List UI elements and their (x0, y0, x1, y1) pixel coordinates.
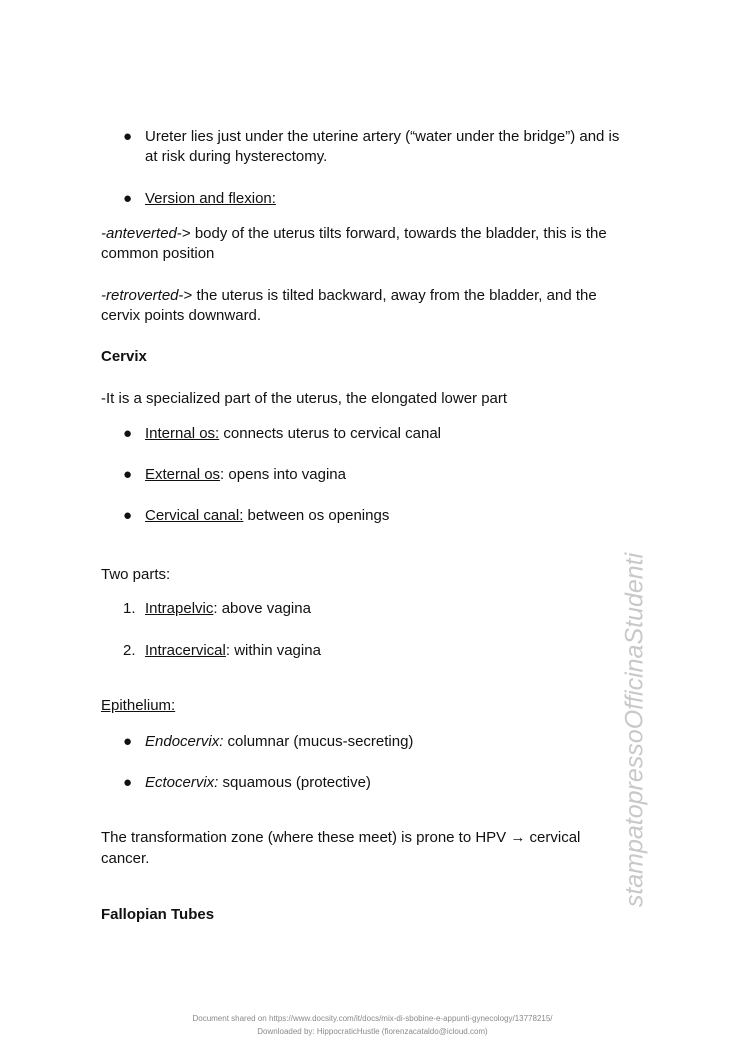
bullet-icon: ● (123, 190, 133, 207)
list-number: 1. (123, 600, 136, 617)
item-term: Ectocervix: (145, 774, 219, 791)
list-item (145, 641, 321, 661)
item-term: Internal os: (145, 425, 220, 442)
bullet-icon: ● (123, 733, 133, 750)
cervix-heading: Cervix (101, 348, 147, 365)
item-term: Intracervical (145, 642, 226, 659)
item-term: Intrapelvic (145, 600, 214, 617)
item-term: External os (145, 466, 221, 483)
two-parts-label: Two parts: (101, 566, 171, 583)
list-item (145, 732, 413, 752)
ureter-line1: Ureter lies just under the uterine artery (“water under the bridge”) and is (145, 128, 620, 145)
ureter-line2: at risk during hysterectomy. (145, 148, 328, 165)
bullet-icon: ● (123, 425, 133, 442)
anteverted-term: -anteverted (101, 225, 177, 242)
fallopian-heading: Fallopian Tubes (101, 906, 215, 923)
item-text: : within vagina (225, 642, 321, 659)
retroverted-text: -> the uterus is tilted backward, away from the bladder, and the (178, 287, 597, 304)
item-text: : above vagina (213, 600, 311, 617)
bullet-icon: ● (123, 507, 133, 524)
footer-shared: Document shared on https://www.docsity.com/it/docs/mix-di-sbobine-e-appunti-gynecology/13778215/ (192, 1014, 553, 1023)
anteverted-line2: common position (101, 245, 215, 262)
bullet-icon: ● (123, 128, 133, 145)
version-flexion-label: Version and flexion: (145, 190, 276, 207)
footer-downloaded: Downloaded by: HippocraticHustle (fiorenzacataldo@icloud.com) (257, 1027, 488, 1036)
watermark: stampatopressoOfficinaStudenti (620, 552, 649, 908)
anteverted-line1 (101, 224, 607, 244)
retroverted-line1 (101, 286, 597, 306)
item-term: Endocervix: (145, 733, 224, 750)
transformation-zone-line1: The transformation zone (where these meet) is prone to HPV → cervical (101, 829, 581, 846)
list-item (145, 506, 389, 526)
item-text: : opens into vagina (220, 466, 346, 483)
epithelium-label: Epithelium: (101, 697, 176, 714)
bullet-icon: ● (123, 774, 133, 791)
anteverted-text: -> body of the uterus tilts forward, towards the bladder, this is the (176, 225, 607, 242)
list-item (145, 599, 311, 619)
item-term: Cervical canal: (145, 507, 244, 524)
list-number: 2. (123, 642, 136, 659)
transformation-zone-line2: cancer. (101, 850, 150, 867)
item-text: squamous (protective) (218, 774, 371, 791)
item-text: columnar (mucus-secreting) (223, 733, 414, 750)
list-item (145, 773, 371, 793)
item-text: between os openings (243, 507, 390, 524)
item-text: connects uterus to cervical canal (219, 425, 441, 442)
cervix-intro: -It is a specialized part of the uterus, the elongated lower part (101, 390, 508, 407)
retroverted-line2: cervix points downward. (101, 307, 262, 324)
list-item (145, 465, 346, 485)
list-item (145, 424, 441, 444)
retroverted-term: -retroverted (101, 287, 179, 304)
bullet-icon: ● (123, 466, 133, 483)
